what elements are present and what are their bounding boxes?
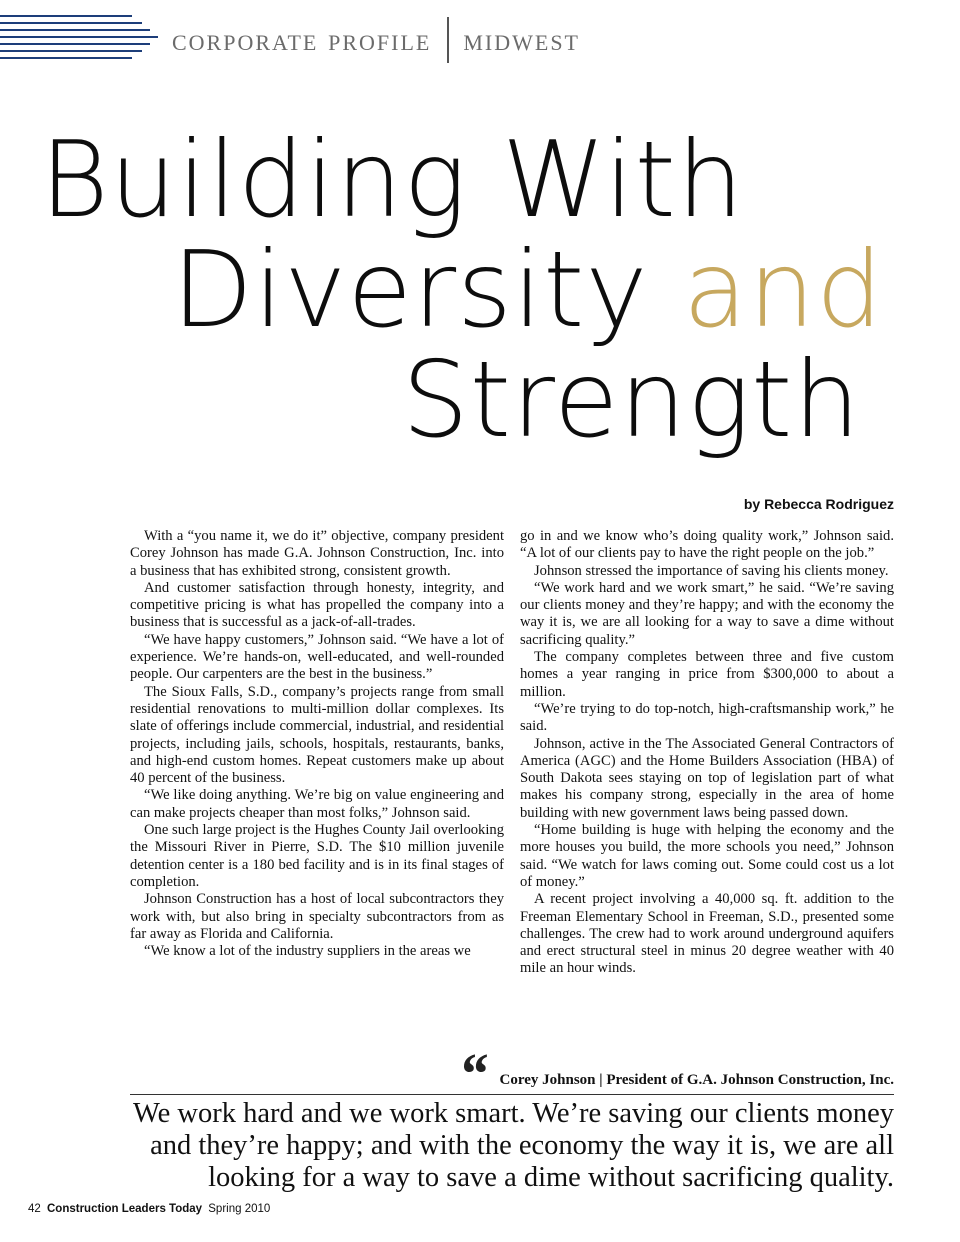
article-title-line-1: Building With: [40, 118, 745, 242]
issue-date: Spring 2010: [208, 1203, 271, 1215]
pull-quote-text: We work hard and we work smart. We’re saving our clients money and they’re happy; and with the economy the way it is, we are all looking for a way to save a dime without sacrificing quality.: [133, 1098, 894, 1193]
page-number: 42: [28, 1203, 41, 1215]
article-column-right: [520, 528, 894, 978]
paragraph: The Sioux Falls, S.D., company’s projects range from small residential renovations to multi-million dollar complexes. Its slate of offerings include commercial, industrial, and residential projects, including jails, schools, hospitals, restaurants, banks, and high-end custom homes. Repeat customers make up about 40 percent of the business.: [130, 683, 504, 787]
paragraph: go in and we know who’s doing quality work,” Johnson said. “A lot of our clients pay to have the right people on the job.”: [520, 528, 894, 562]
pull-quote-attribution-row: [130, 1041, 894, 1106]
paragraph: “We’re trying to do top-notch, high-craftsmanship work,” he said.: [520, 700, 894, 735]
quote-mark-icon: “: [458, 1041, 488, 1106]
region-label: midwest: [463, 22, 580, 57]
byline: by Rebecca Rodriguez: [743, 496, 894, 512]
section-header: [172, 18, 580, 62]
title-word-diversity: Diversity: [172, 228, 649, 352]
section-label: corporate profile: [172, 22, 432, 57]
article-title-line-3: Strength: [402, 338, 861, 462]
paragraph: “Home building is huge with helping the economy and the more houses you build, the more schools you need,” Johnson said. “We watch for laws coming out. Some could cost us a lot of money.”: [520, 822, 894, 890]
paragraph: A recent project involving a 40,000 sq. ft. addition to the Freeman Elementary School in Freeman, S.D., presented some challenges. The crew had to work around underground aquifers and erect structural steel in minus 20 degree weather with 40 mile an hour winds.: [520, 891, 894, 977]
paragraph: With a “you name it, we do it” objective, company president Corey Johnson has made G.A. Johnson Construction, Inc. into a business that has exhibited strong, consistent growth.: [130, 528, 504, 579]
header-stripes-decoration: [0, 15, 158, 61]
article-title-line-2: [172, 228, 884, 352]
page-footer: [28, 1203, 270, 1215]
paragraph: Johnson, active in the The Associated General Contractors of America (AGC) and the Home Builders Association (HBA) of South Dakota sees staying on top of legislation part of what makes his company strong, especially in the area of home building with new government laws being passed down.: [520, 735, 894, 821]
pull-quote-attribution: Corey Johnson | President of G.A. Johnson Construction, Inc.: [499, 1072, 894, 1088]
paragraph: “We work hard and we work smart,” he said. “We’re saving our clients money and they’re happy; and with the economy the way it is, we are all looking for a way to save a dime without sacrificing quality.”: [520, 579, 894, 648]
title-word-and: and: [683, 228, 884, 352]
paragraph: Johnson stressed the importance of saving his clients money.: [534, 562, 889, 579]
paragraph: “We have happy customers,” Johnson said. “We have a lot of experience. We’re hands-on, well-educated, and well-rounded people. Our carpenters are the best in the business.”: [130, 631, 504, 683]
paragraph: Johnson Construction has a host of local subcontractors they work with, but also bring in specialty subcontractors from as far away as Florida and California.: [130, 891, 504, 942]
paragraph: “We like doing anything. We’re big on value engineering and can make projects cheaper than most folks,” Johnson said.: [130, 787, 504, 821]
paragraph: “We know a lot of the industry suppliers in the areas we: [144, 943, 471, 960]
header-divider: [447, 17, 449, 63]
publication-name: Construction Leaders Today: [47, 1203, 203, 1215]
paragraph: One such large project is the Hughes County Jail overlooking the Missouri River in Pierre, S.D. The $10 million juvenile detention center is a 180 bed facility and is in its final stages of completion.: [130, 822, 504, 890]
article-column-left: [130, 528, 504, 960]
paragraph: And customer satisfaction through honesty, integrity, and competitive pricing is what has propelled the company into a business that is successful as a jack-of-all-trades.: [130, 579, 504, 631]
paragraph: The company completes between three and five custom homes a year ranging in price from $300,000 to about a million.: [520, 649, 894, 700]
